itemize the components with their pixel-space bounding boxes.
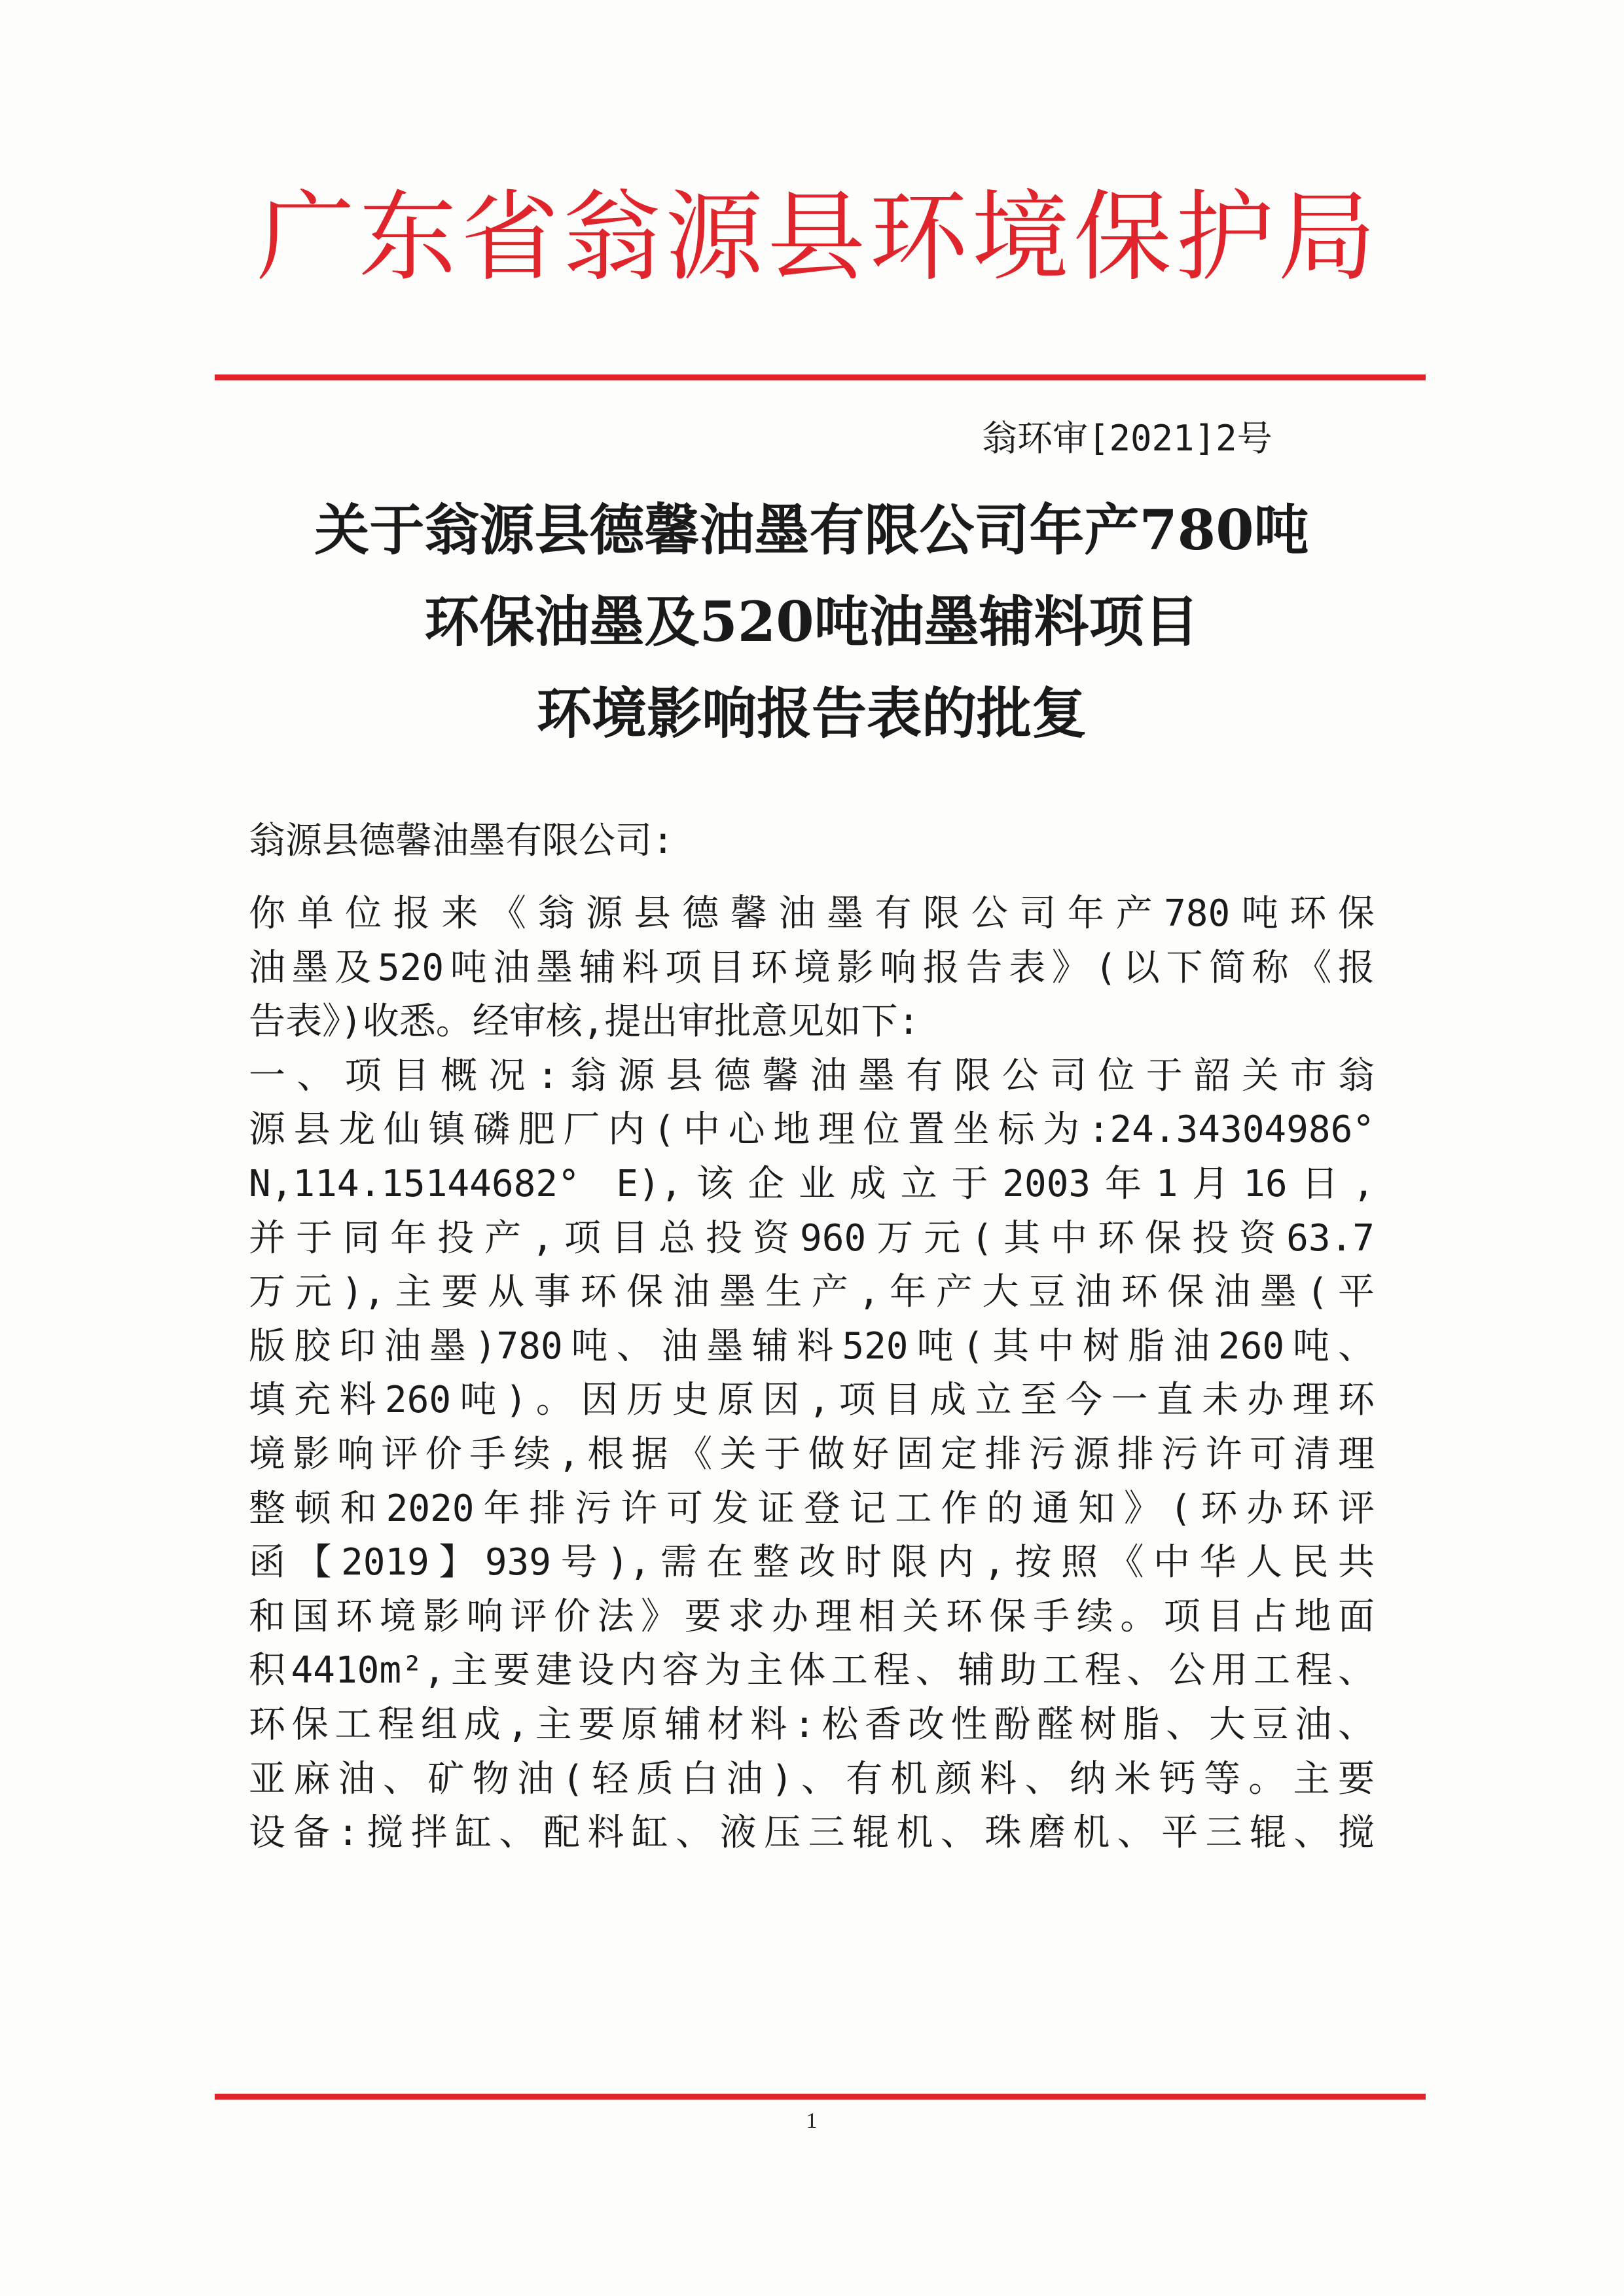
body-line: 积4410m²,主要建设内容为主体工程、辅助工程、公用工程、 [249,1649,1375,1692]
title-line: 环保油墨及520吨油墨辅料项目 [424,589,1199,654]
body-line: 油墨及520吨油墨辅料项目环境影响报告表》(以下简称《报 [249,946,1375,989]
body-line: 和国环境影响评价法》要求办理相关环保手续。项目占地面 [249,1595,1375,1638]
page-number: 1 [806,2109,818,2133]
addressee: 翁源县德馨油墨有限公司: [249,820,674,862]
body-line: N,114.15144682° E),该企业成立于2003年1月16日, [249,1162,1375,1205]
body-line: 你单位报来《翁源县德馨油墨有限公司年产780吨环保 [249,892,1375,935]
body-line: 并于同年投产,项目总投资960万元(其中环保投资63.7 [249,1216,1375,1260]
footer-red-rule [215,2094,1426,2100]
body-line: 万元),主要从事环保油墨生产,年产大豆油环保油墨(平 [249,1271,1375,1314]
title-line: 关于翁源县德馨油墨有限公司年产780吨 [314,498,1309,562]
body-line: 函【2019】939号),需在整改时限内,按照《中华人民共 [249,1541,1375,1584]
body-line: 版胶印油墨)780吨、油墨辅料520吨(其中树脂油260吨、 [249,1324,1375,1368]
body-text [249,887,1375,1861]
letterhead-red-rule [215,374,1426,380]
body-line: 一、项目概况:翁源县德馨油墨有限公司位于韶关市翁 [249,1054,1375,1097]
body-line: 境影响评价手续,根据《关于做好固定排污源排污许可清理 [249,1432,1375,1476]
agency-letterhead: 广东省翁源县环境保护局 [256,181,1380,295]
body-line: 源县龙仙镇磷肥厂内(中心地理位置坐标为:24.34304986° [249,1108,1375,1152]
body-line: 设备:搅拌缸、配料缸、液压三辊机、珠磨机、平三辊、搅 [249,1812,1375,1855]
body-line: 填充料260吨)。因历史原因,项目成立至今一直未办理环 [249,1379,1375,1422]
document-title [216,484,1407,759]
body-line: 告表》)收悉。经审核,提出审批意见如下: [249,1000,920,1044]
body-line: 亚麻油、矿物油(轻质白油)、有机颜料、纳米钙等。主要 [249,1757,1375,1800]
document-number: 翁环审[2021]2号 [982,418,1272,459]
body-line: 整顿和2020年排污许可发证登记工作的通知》(环办环评 [249,1487,1375,1530]
title-line: 环境影响报告表的批复 [536,681,1087,746]
body-line: 环保工程组成,主要原辅材料:松香改性酚醛树脂、大豆油、 [249,1703,1375,1746]
